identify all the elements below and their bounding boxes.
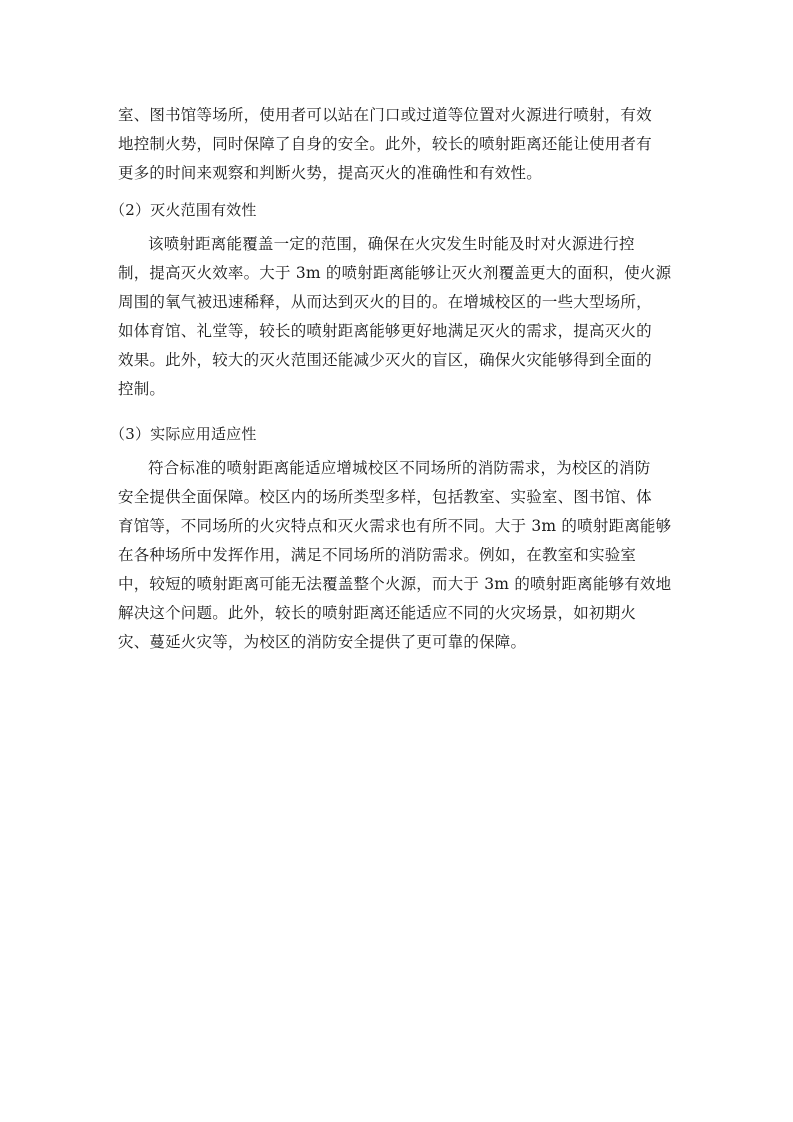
paragraph-2-line-4: 如体育馆、礼堂等，较长的喷射距离能够更好地满足灭火的需求，提高灭火的 bbox=[118, 322, 652, 340]
paragraph-3-line-3: 育馆等，不同场所的火灾特点和灭火需求也有所不同。大于 3m 的喷射距离能够 bbox=[118, 517, 672, 535]
paragraph-3-line-2: 安全提供全面保障。校区内的场所类型多样，包括教室、实验室、图书馆、体 bbox=[118, 488, 652, 506]
paragraph-2-line-3: 周围的氧气被迅速稀释，从而达到灭火的目的。在增城校区的一些大型场所， bbox=[118, 293, 652, 311]
paragraph-3-line-7: 灾、蔓延火灾等，为校区的消防安全提供了更可靠的保障。 bbox=[118, 633, 527, 651]
paragraph-2-line-5: 效果。此外，较大的灭火范围还能减少灭火的盲区，确保火灾能够得到全面的 bbox=[118, 351, 652, 369]
paragraph-2-line-2: 制，提高灭火效率。大于 3m 的喷射距离能够让灭火剂覆盖更大的面积，使火源 bbox=[118, 264, 672, 282]
paragraph-2-line-1: 该喷射距离能覆盖一定的范围，确保在火灾发生时能及时对火源进行控 bbox=[148, 235, 635, 253]
section-heading-2: （2）灭火范围有效性 bbox=[110, 201, 257, 219]
paragraph-1-line-3: 更多的时间来观察和判断火势，提高灭火的准确性和有效性。 bbox=[118, 164, 542, 182]
paragraph-3-line-5: 中，较短的喷射距离可能无法覆盖整个火源，而大于 3m 的喷射距离能够有效地 bbox=[118, 575, 672, 593]
paragraph-1-line-2: 地控制火势，同时保障了自身的安全。此外，较长的喷射距离还能让使用者有 bbox=[118, 135, 652, 153]
paragraph-2-line-6: 控制。 bbox=[118, 380, 166, 398]
paragraph-3-line-1: 符合标准的喷射距离能适应增城校区不同场所的消防需求，为校区的消防 bbox=[148, 459, 651, 477]
paragraph-3-line-4: 在各种场所中发挥作用，满足不同场所的消防需求。例如，在教室和实验室 bbox=[118, 546, 637, 564]
section-heading-3: （3）实际应用适应性 bbox=[110, 425, 257, 443]
paragraph-1-line-1: 室、图书馆等场所，使用者可以站在门口或过道等位置对火源进行喷射，有效 bbox=[118, 106, 652, 124]
paragraph-3-line-6: 解决这个问题。此外，较长的喷射距离还能适应不同的火灾场景，如初期火 bbox=[118, 604, 637, 622]
